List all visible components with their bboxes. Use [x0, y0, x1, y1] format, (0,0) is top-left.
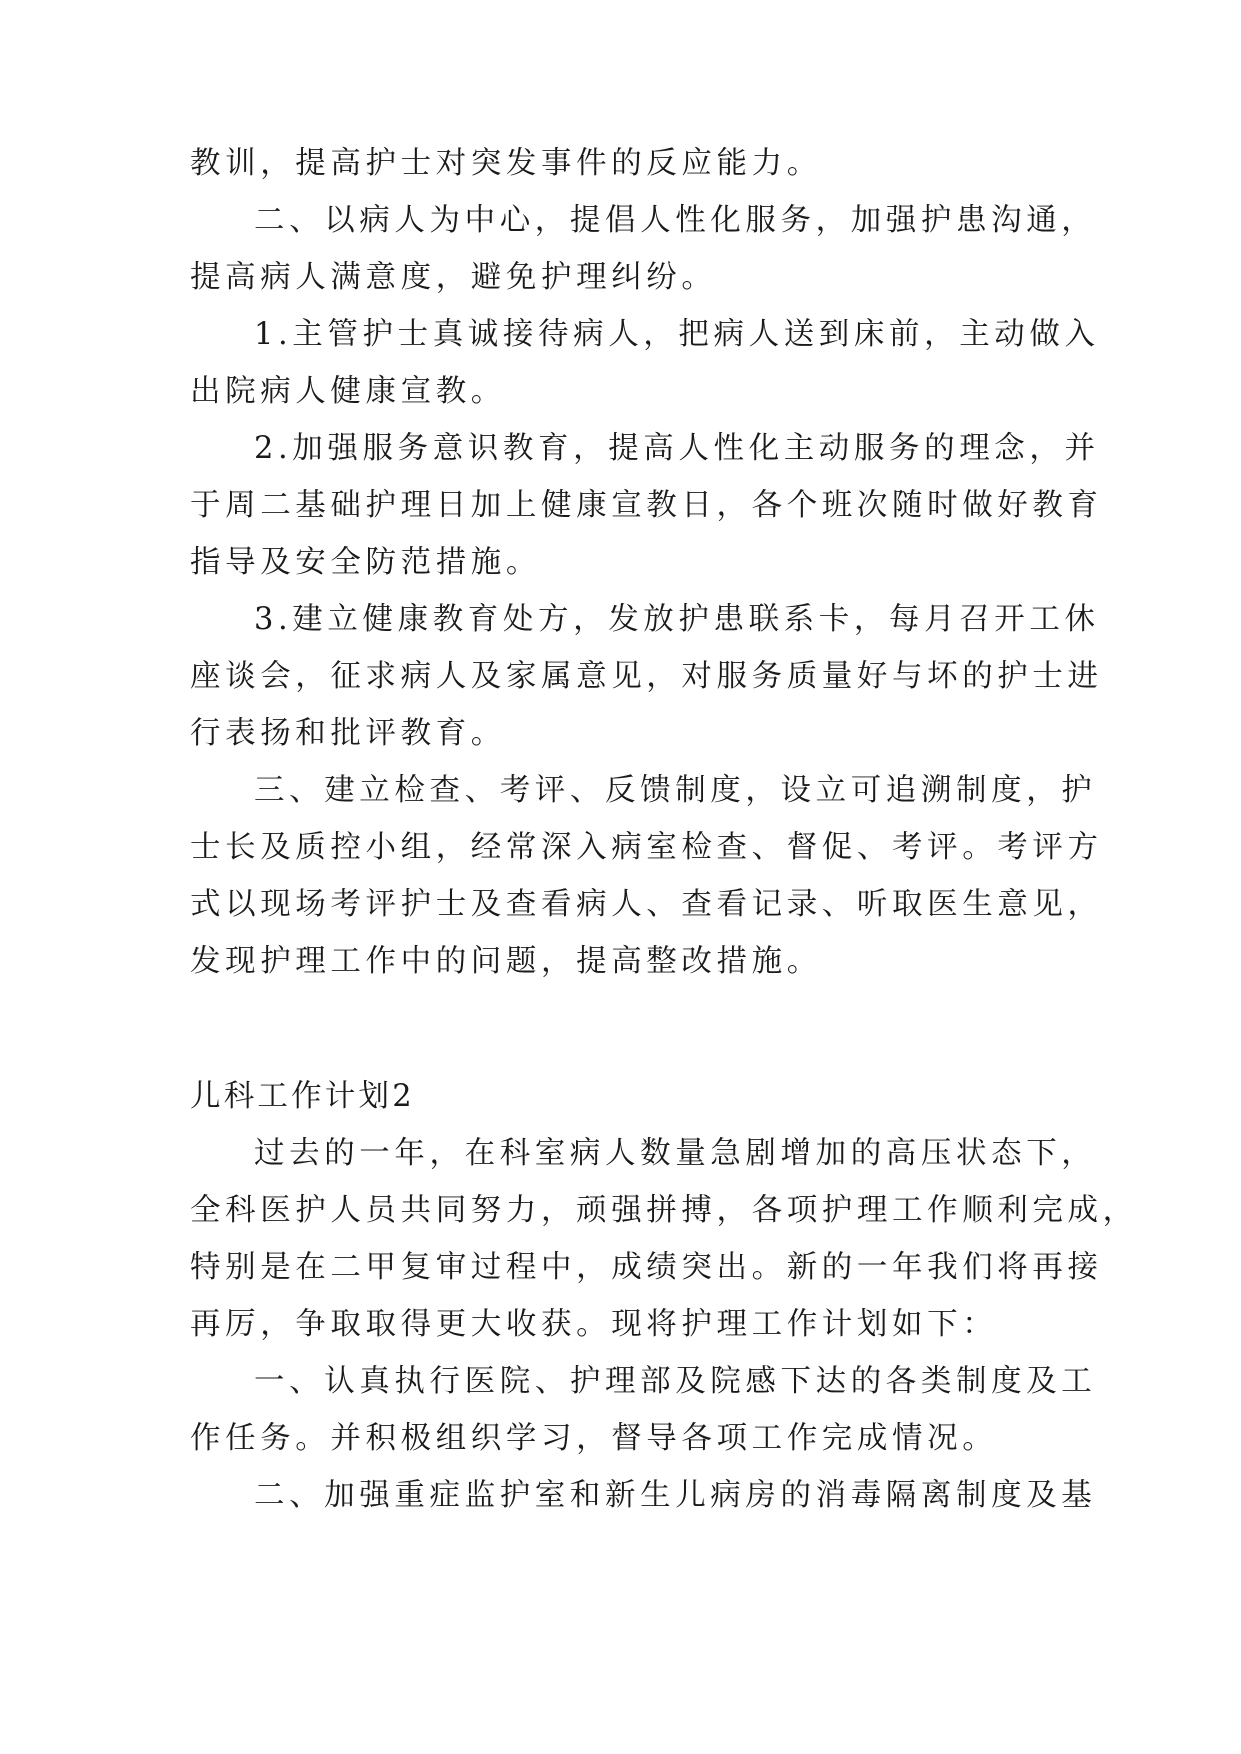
text-line: 再厉，争取取得更大收获。现将护理工作计划如下：	[190, 1307, 998, 1342]
text-line: 特别是在二甲复审过程中，成绩突出。新的一年我们将再接	[190, 1250, 1103, 1285]
text-line: 式以现场考评护士及查看病人、查看记录、听取医生意见，	[190, 887, 1103, 922]
list-item-line: 1.主管护士真诚接待病人，把病人送到床前，主动做入	[254, 317, 1100, 352]
document-subtitle: 儿科工作计划2	[190, 1079, 415, 1114]
paragraph-start-line: 过去的一年，在科室病人数量急剧增加的高压状态下，	[254, 1136, 1097, 1171]
text-line: 士长及质控小组，经常深入病室检查、督促、考评。考评方	[190, 830, 1103, 865]
section-heading-line: 二、以病人为中心，提倡人性化服务，加强护患沟通，	[254, 203, 1097, 238]
text-line: 教训，提高护士对突发事件的反应能力。	[190, 146, 822, 181]
text-line: 全科医护人员共同努力，顽强拼搏，各项护理工作顺利完成，	[190, 1193, 1138, 1228]
text-line: 提高病人满意度，避免护理纠纷。	[190, 260, 717, 295]
text-line: 行表扬和批评教育。	[190, 716, 506, 751]
list-item-line: 3.建立健康教育处方，发放护患联系卡，每月召开工休	[254, 602, 1100, 637]
section-heading-line: 三、建立检查、考评、反馈制度，设立可追溯制度，护	[254, 773, 1097, 808]
text-line: 座谈会，征求病人及家属意见，对服务质量好与坏的护士进	[190, 659, 1103, 694]
text-line: 指导及安全防范措施。	[190, 545, 541, 580]
text-line: 作任务。并积极组织学习，督导各项工作完成情况。	[190, 1421, 998, 1456]
text-line: 出院病人健康宣教。	[190, 374, 506, 409]
text-line: 于周二基础护理日加上健康宣教日，各个班次随时做好教育	[190, 488, 1103, 523]
text-line: 发现护理工作中的问题，提高整改措施。	[190, 944, 822, 979]
section-heading-line: 二、加强重症监护室和新生儿病房的消毒隔离制度及基	[254, 1478, 1097, 1513]
list-item-line: 2.加强服务意识教育，提高人性化主动服务的理念，并	[254, 431, 1100, 466]
section-heading-line: 一、认真执行医院、护理部及院感下达的各类制度及工	[254, 1364, 1097, 1399]
